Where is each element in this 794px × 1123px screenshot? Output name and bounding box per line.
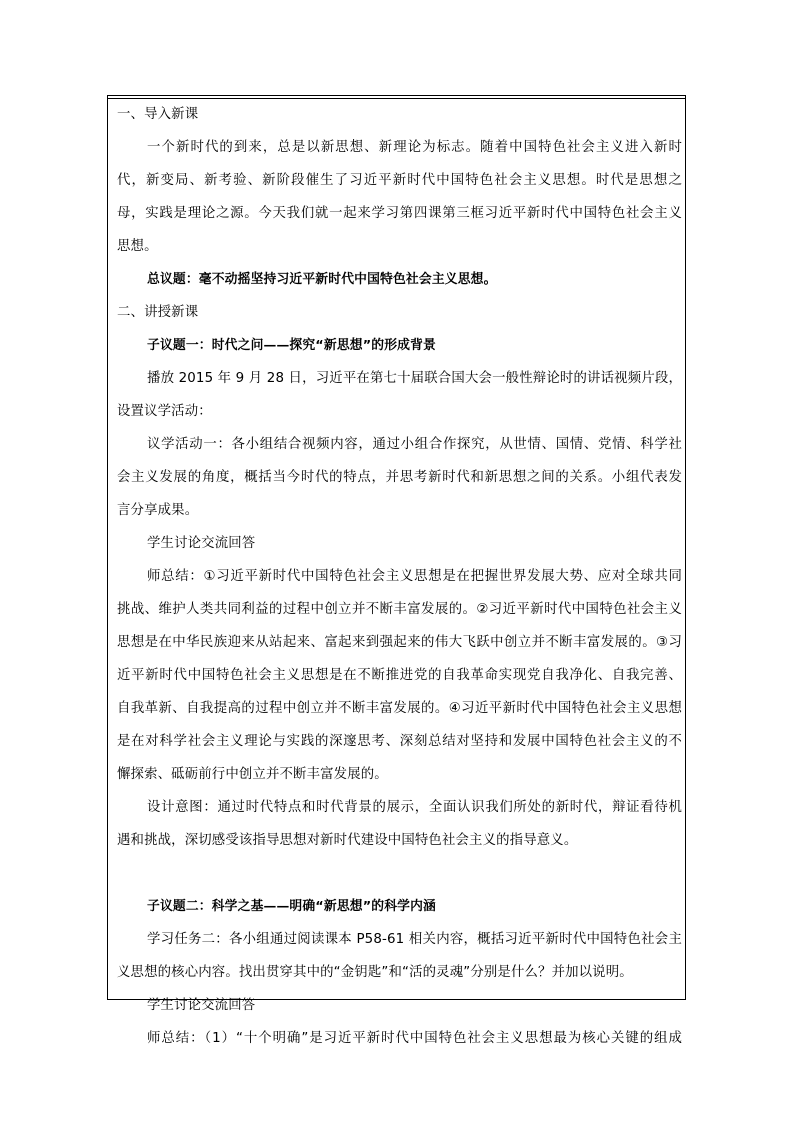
paragraph-line: 思想。 bbox=[117, 239, 158, 254]
summary-line: 师总结：①习近平新时代中国特色社会主义思想是在把握世界发展大势、应对全球共同 bbox=[147, 569, 682, 584]
task-line: 学习任务二：各小组通过阅读课本 P58-61 相关内容，概括习近平新时代中国特色社会主 bbox=[147, 932, 682, 947]
paragraph-line: 母，实践是理论之源。今天我们就一起来学习第四课第三框习近平新时代中国特色社会主义 bbox=[117, 206, 682, 221]
paragraph-line: 播放 2015 年 9 月 28 日，习近平在第七十届联合国大会一般性辩论时的讲话视频片段， bbox=[147, 371, 682, 386]
activity-line: 议学活动一：各小组结合视频内容，通过小组合作探究，从世情、国情、党情、科学社 bbox=[147, 437, 682, 452]
activity-line: 会主义发展的角度，概括当今时代的特点，并思考新时代和新思想之间的关系。小组代表发 bbox=[117, 470, 682, 485]
summary-line: 是在对科学社会主义理论与实践的深邃思考、深刻总结对坚持和发展中国特色社会主义的不 bbox=[117, 734, 682, 749]
subtopic-heading-2: 子议题二：科学之基——明确“新思想”的科学内涵 bbox=[147, 899, 437, 914]
subtopic-heading-1: 子议题一：时代之问——探究“新思想”的形成背景 bbox=[147, 338, 437, 353]
summary-line: 师总结：（1）“十个明确”是习近平新时代中国特色社会主义思想最为核心关键的组成 bbox=[147, 1031, 682, 1046]
design-intent-line: 设计意图：通过时代特点和时代背景的展示，全面认识我们所处的新时代，辩证看待机 bbox=[147, 800, 682, 815]
design-intent-line: 遇和挑战，深切感受该指导思想对新时代建设中国特色社会主义的指导意义。 bbox=[117, 833, 578, 848]
summary-line: 挑战、维护人类共同利益的过程中创立并不断丰富发展的。②习近平新时代中国特色社会主义 bbox=[117, 602, 682, 617]
paragraph-line: 代，新变局、新考验、新阶段催生了习近平新时代中国特色社会主义思想。时代是思想之 bbox=[117, 173, 682, 188]
section-heading-lecture: 二、讲授新课 bbox=[117, 305, 199, 320]
activity-line: 言分享成果。 bbox=[117, 503, 199, 518]
student-discussion: 学生讨论交流回答 bbox=[147, 536, 256, 551]
paragraph-line: 一个新时代的到来，总是以新思想、新理论为标志。随着中国特色社会主义进入新时 bbox=[147, 140, 682, 155]
summary-line: 思想是在中华民族迎来从站起来、富起来到强起来的伟大飞跃中创立并不断丰富发展的。③习 bbox=[117, 635, 682, 650]
main-topic: 总议题：毫不动摇坚持习近平新时代中国特色社会主义思想。 bbox=[147, 272, 497, 287]
summary-line: 近平新时代中国特色社会主义思想是在不断推进党的自我革命实现党自我净化、自我完善、 bbox=[117, 668, 682, 683]
summary-line: 自我革新、自我提高的过程中创立并不断丰富发展的。④习近平新时代中国特色社会主义思想 bbox=[117, 701, 682, 716]
section-heading-intro: 一、导入新课 bbox=[117, 107, 199, 122]
paragraph-line: 设置议学活动： bbox=[117, 404, 212, 419]
task-line: 义思想的核心内容。找出贯穿其中的“金钥匙”和“活的灵魂”分别是什么？并加以说明。 bbox=[117, 965, 633, 980]
student-discussion: 学生讨论交流回答 bbox=[147, 998, 256, 1013]
summary-line: 懈探索、砥砺前行中创立并不断丰富发展的。 bbox=[117, 767, 388, 782]
